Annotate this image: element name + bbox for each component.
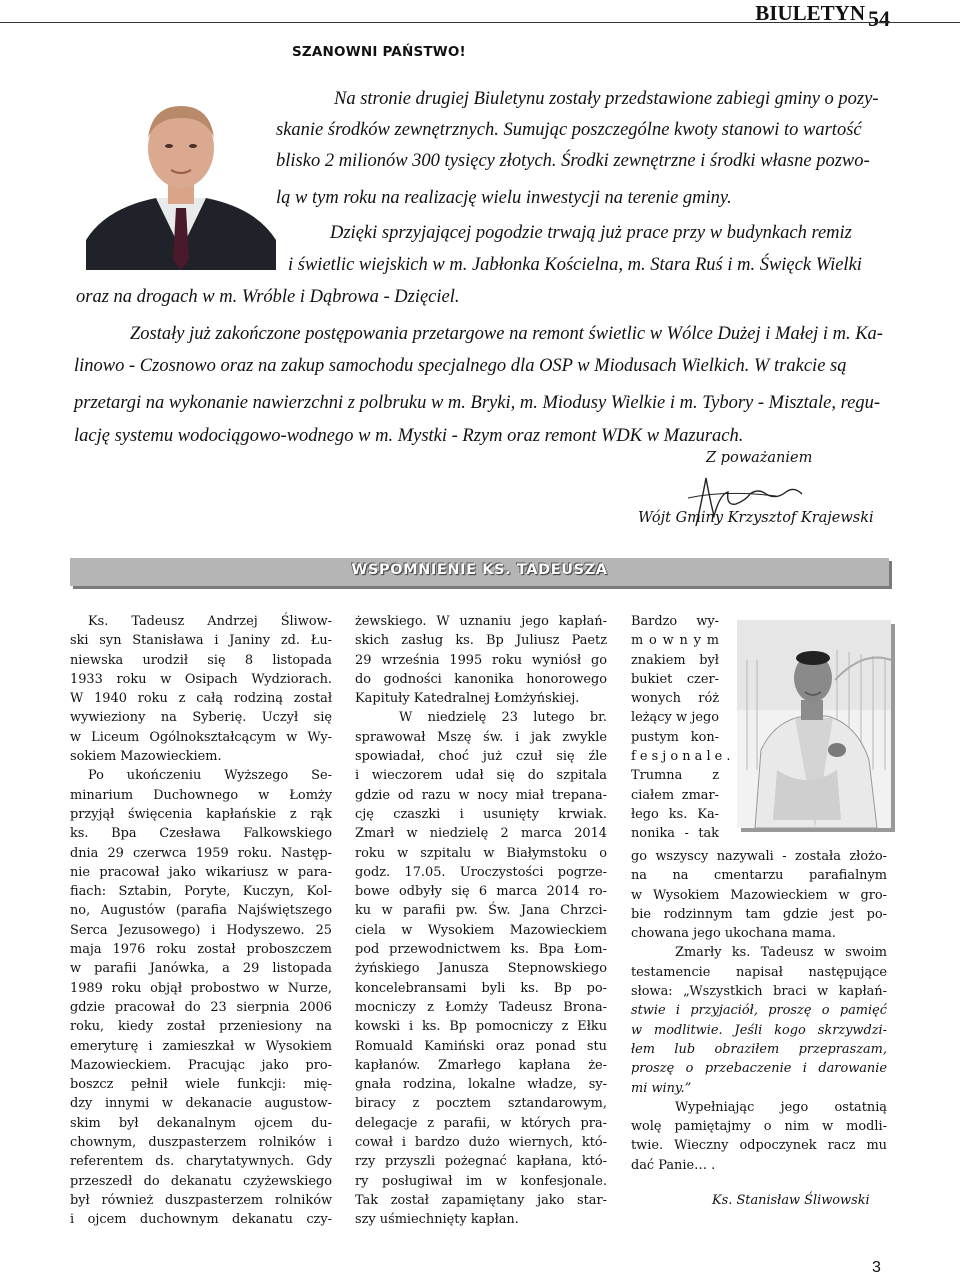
letter-line: i świetlic wiejskich w m. Jabłonka Kościelna, m. Stara Ruś i m. Święck Wielki [288, 255, 862, 275]
text-line: skich zasług ks. Bp Juliusz Paetz [355, 633, 607, 649]
text-line: wolę pamiętajmy o nim w modli- [631, 1119, 887, 1135]
letter-line: Zostały już zakończone postępowania przetargowe na remont świetlic w Wólce Dużej i Małej i m. Ka- [130, 324, 883, 344]
text-line: skim był dekanalnym ojcem du- [70, 1115, 332, 1131]
text-line: koncelebransami byli ks. Bp po- [355, 980, 607, 996]
text-line: ry posługiwał im w konfesjonale. [355, 1173, 607, 1189]
text-line: przyjął święcenia kapłańskie z rąk [70, 806, 332, 822]
letter-line: skanie środków zewnętrznych. Sumując poszczególne kwoty stanowi to wartość [276, 120, 862, 140]
quote-line: mi winy.” [631, 1080, 692, 1096]
text-line: W niedzielę 23 lutego br. [399, 710, 607, 726]
text-line: szy uśmiechnięty kapłan. [355, 1212, 519, 1228]
text-line: łego ks. Ka- [631, 806, 719, 822]
text-line: i wieczorem udał się do szpitala [355, 768, 607, 784]
text-line: znakiem był [631, 652, 719, 668]
portrait-photo [86, 100, 276, 270]
text-line: sprawował Mszę św. i jak zwykle [355, 729, 607, 745]
text-line: słowa: „Wszystkich braci w kapłań- [631, 984, 887, 1000]
text-line: cował i bardzo dużo wiernych, któ- [355, 1135, 607, 1151]
text-line: mocniczy z Łomży Tadeusz Brona- [355, 999, 607, 1015]
text-line: Zmarł w niedzielę 2 marca 2014 [355, 826, 607, 842]
text-line: żewskiego. W uznaniu jego kapłań- [355, 614, 607, 629]
letter-line: lację systemu wodociągowo-wodnego w m. Mystki - Rzym oraz remont WDK w Mazurach. [74, 426, 744, 446]
text-line: Zmarły ks. Tadeusz w swoim [675, 945, 887, 961]
text-line: gdzie pracował do 23 sierpnia 2006 [70, 999, 332, 1015]
text-line: sokiem Mazowieckiem. [70, 749, 222, 765]
text-line: niewska urodził się 8 listopada [70, 652, 332, 668]
text-line: nonika - tak [631, 826, 719, 842]
text-line: wonych róż [631, 691, 719, 707]
issue-number: 54 [868, 6, 890, 31]
text-line: wywieziony na Syberię. Uczył się [70, 710, 332, 726]
text-line: cję czaszki i usunięty krwiak. [355, 806, 607, 822]
section-title: WSPOMNIENIE KS. TADEUSZA [351, 562, 608, 578]
text-line: Trumna z [631, 768, 719, 784]
text-line: referentem ds. charytatywnych. Gdy [70, 1154, 332, 1170]
text-line: Romuald Kamiński oraz ponad stu [355, 1038, 607, 1054]
text-line: boszcz pełnił wiele funkcji: mię- [70, 1077, 332, 1093]
text-line: 1989 roku objął probostwo w Nurze, [70, 980, 332, 996]
letter-line: lą w tym roku na realizację wielu inwestycji na terenie gminy. [276, 188, 732, 208]
text-line: w parafii Janówka, a 29 listopada [70, 961, 332, 977]
letter-line: linowo - Czosnowo oraz na zakup samochodu specjalnego dla OSP w Miodusach Wielkich. W trakcie są [74, 356, 847, 376]
priest-photo [737, 620, 891, 828]
text-line: ku w parafii pw. Św. Jana Chrzci- [355, 903, 607, 919]
text-line: roku, kiedy został przeniesiony na [70, 1019, 332, 1035]
text-line: przeszedł do dekanatu czyżewskiego [70, 1173, 332, 1189]
text-line: spowiadał, choć już czuł się źle [355, 749, 607, 765]
text-line: gdzie od razu w nocy miał trepana- [355, 787, 607, 803]
text-line: 29 września 1995 roku wyniósł go [355, 652, 607, 668]
text-line: Wypełniając jego ostatnią [675, 1099, 887, 1115]
text-line: był również duszpasterzem rolników [70, 1192, 332, 1208]
letter-closing: Z poważaniem [706, 450, 813, 466]
text-line: kapłanów. Zmarłego kapłana że- [355, 1057, 607, 1073]
letter-line: oraz na drogach w m. Wróble i Dąbrowa - Dzięciel. [76, 287, 460, 307]
text-line: testamencie napisał następujące [631, 964, 887, 980]
text-line: go wszyscy nazywali - została złożo- [631, 849, 887, 864]
header-rule [0, 22, 960, 23]
text-line: dać Panie… . [631, 1157, 716, 1173]
text-line: biracy z pocztem sztandarowym, [355, 1096, 607, 1112]
text-line: rzy przyszli pożegnać kapłana, któ- [355, 1154, 607, 1170]
letter-line: Dzięki sprzyjającej pogodzie trwają już prace przy w budynkach remiz [330, 223, 852, 243]
text-line: 1933 roku w Osipach Wydziorach. [70, 671, 332, 687]
text-line: do godności kanonika honorowego [355, 671, 607, 687]
text-line: godz. 17.05. Uroczystości pogrze- [355, 864, 607, 880]
text-line: Po ukończeniu Wyższego Se- [88, 768, 332, 784]
text-line: dzy innymi w dekanacie augustow- [70, 1096, 332, 1112]
article-column-3 [631, 847, 887, 1175]
letter-line: blisko 2 milionów 300 tysięcy złotych. Środki zewnętrzne i środki własne pozwo- [276, 151, 870, 171]
text-line: nie pracował jako wikariusz w para- [70, 864, 332, 880]
quote-line: proszę o przebaczenie i darowanie [631, 1061, 887, 1077]
text-line: i ojcem duchownym dekanatu czy- [70, 1212, 332, 1228]
text-line: kowski i ks. Bp pomocniczy z Ełku [355, 1019, 607, 1035]
letter-line: przetargi na wykonanie nawierzchni z polbruku w m. Bryki, m. Miodusy Wielkie i m. Tybory - Misztale, regu- [74, 393, 881, 413]
text-line: Bardzo wy- [631, 614, 719, 629]
text-line: minarium Duchownego w Łomży [70, 787, 332, 803]
text-line: Serca Jezusowego) i Hodyszewo. 25 [70, 922, 332, 938]
text-line: m o w n y m [631, 633, 719, 649]
quote-line: łem lub obraziłem przepraszam, [631, 1041, 887, 1057]
text-line: chownym, duszpasterzem rolników i [70, 1135, 332, 1151]
text-line: ski syn Stanisława i Janiny zd. Łu- [70, 633, 332, 649]
text-line: delegacje z parafii, w których pra- [355, 1115, 607, 1131]
text-line: dnia 29 czerwca 1959 roku. Następ- [70, 845, 332, 861]
text-line: w Wysokiem Mazowieckiem w gro- [631, 887, 887, 903]
text-line: żyńskiego Janusza Stepnowskiego [355, 961, 607, 977]
letter-signer: Wójt Gminy Krzysztof Krajewski [638, 510, 874, 526]
text-line: na na cmentarzu parafialnym [631, 868, 887, 884]
text-line: no, Augustów (parafia Najświętszego [70, 903, 332, 919]
text-line: W 1940 roku z całą rodziną został [70, 691, 332, 707]
text-line: emeryturę i zamieszkał w Wysokiem [70, 1038, 332, 1054]
letter-line: Na stronie drugiej Biuletynu zostały przedstawione zabiegi gminy o pozy- [334, 89, 879, 109]
text-line: Kapituły Katedralnej Łomżyńskiej. [355, 691, 580, 707]
page-number: 3 [872, 1259, 881, 1276]
quote-line: w modlitwie. Jeśli kogo skrzywdzi- [631, 1022, 887, 1038]
text-line: bukiet czer- [631, 671, 719, 687]
article-column-3-wrap [631, 612, 731, 844]
text-line: bie rodzinnym tam gdzie jest po- [631, 906, 887, 922]
text-line: roku w szpitalu w Białymstoku o [355, 845, 607, 861]
text-line: chowana jego ukochana mama. [631, 926, 836, 942]
text-line: gnała rodzina, lokalne władze, sy- [355, 1077, 607, 1093]
text-line: pustym kon- [631, 729, 719, 745]
section-banner [70, 558, 889, 586]
article-column-1 [70, 612, 332, 1230]
text-line: leżący w jego [631, 710, 719, 726]
text-line: w Liceum Ogólnokształcącym w Wy- [70, 729, 332, 745]
text-line: ciela w Wysokiem Mazowieckiem [355, 922, 607, 938]
text-line: Mazowieckiem. Pracując jako pro- [70, 1057, 332, 1073]
article-author: Ks. Stanisław Śliwowski [712, 1193, 870, 1208]
text-line: Tak został zapamiętany jako star- [355, 1192, 607, 1208]
text-line: Ks. Tadeusz Andrzej Śliwow- [88, 614, 332, 629]
text-line: ciałem zmar- [631, 787, 719, 803]
text-line: twie. Wieczny odpoczynek racz mu [631, 1138, 887, 1154]
text-line: maja 1976 roku został proboszczem [70, 942, 332, 958]
quote-line: stwie i przyjaciół, proszę o pamięć [631, 1003, 887, 1019]
text-line: fiach: Sztabin, Poryte, Kuczyn, Kol- [70, 884, 332, 900]
article-column-2 [355, 612, 607, 1230]
text-line: ks. Bpa Czesława Falkowskiego [70, 826, 332, 842]
text-line: f e s j o n a l e . [631, 749, 731, 765]
text-line: pod przewodnictwem ks. Bpa Łom- [355, 942, 607, 958]
text-line: bowe odbyły się 6 marca 2014 ro- [355, 884, 607, 900]
masthead-title: BIULETYN [755, 1, 865, 25]
letter-greeting: SZANOWNI PAŃSTWO! [292, 44, 466, 60]
